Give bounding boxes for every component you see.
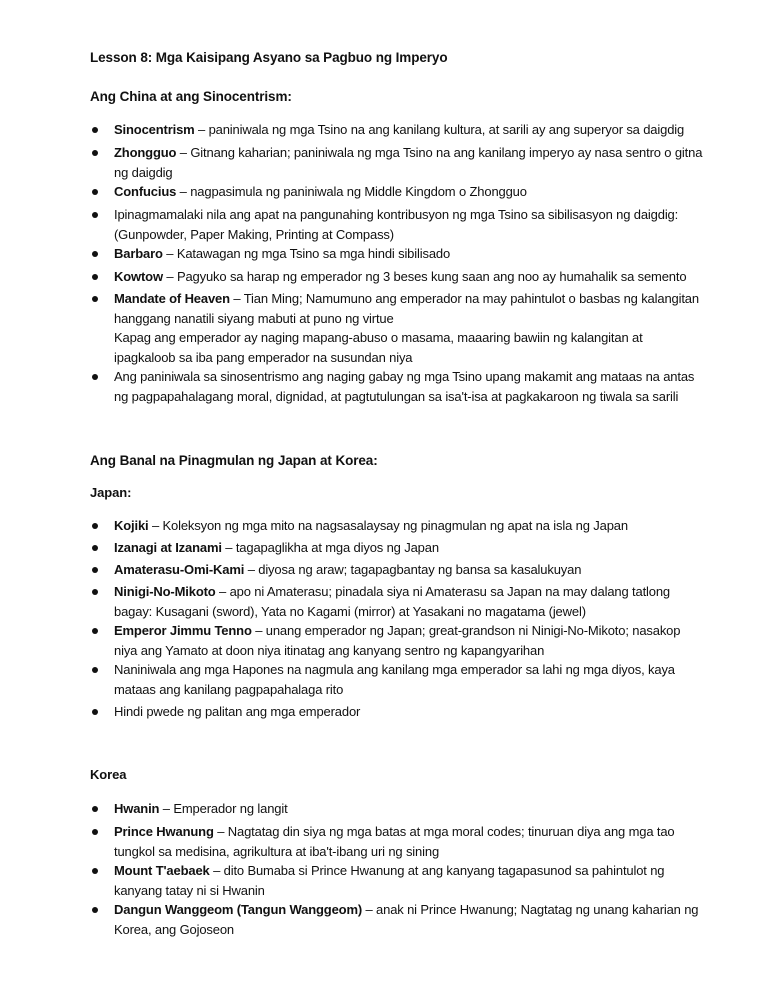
bullet-icon	[92, 589, 98, 595]
list-item-text: Hindi pwede ng palitan ang mga emperador	[114, 704, 361, 719]
list-item-line	[114, 539, 439, 557]
list-item-line	[114, 329, 643, 347]
list-item-line	[114, 561, 581, 579]
bullet-icon	[92, 709, 98, 715]
list-item-line	[114, 121, 684, 139]
bullet-icon	[92, 251, 98, 257]
bullet-icon	[92, 296, 98, 302]
list-item-text: – Tian Ming; Namumuno ang emperador na may pahintulot o basbas ng kalangitan	[229, 291, 699, 306]
list-item-text: Naniniwala ang mga Hapones na nagmula ang kanilang mga emperador sa lahi ng mga diyos, kaya	[114, 662, 675, 677]
list-item-text: ng pagpapahalagang moral, dignidad, at pagtutulungan sa isa't-isa at pagkakaroon ng tiwala sa sarili	[114, 388, 679, 404]
bullet-icon	[92, 189, 98, 195]
list-item-term: Zhongguo	[114, 145, 177, 160]
list-item-line	[114, 603, 586, 621]
list-item-text: Kapag ang emperador ay naging mapang-abuso o masama, maaaring bawiin ng kalangitan at	[114, 330, 643, 345]
list-item-line	[114, 661, 675, 679]
list-item-term: Barbaro	[114, 246, 163, 261]
list-item-text: Korea, ang Gojoseon	[114, 921, 235, 937]
list-item-text: ng daigdig	[114, 164, 173, 180]
list-item-term: Confucius	[114, 184, 177, 199]
bullet-icon	[92, 567, 98, 573]
bullet-icon	[92, 628, 98, 634]
list-item-term: Ninigi-No-Mikoto	[114, 584, 216, 599]
bullet-icon	[92, 868, 98, 874]
list-item-line	[114, 310, 394, 328]
list-item-term: Emperor Jimmu Tenno	[114, 623, 252, 638]
list-item-text: – diyosa ng araw; tagapagbantay ng bansa sa kasalukuyan	[244, 562, 582, 577]
list-item-line	[114, 642, 544, 660]
list-item-text: kanyang tatay ni si Hwanin	[114, 882, 265, 898]
list-item-text: Ang paniniwala sa sinosentrismo ang naging gabay ng mga Tsino upang makamit ang mataas na antas	[114, 369, 695, 384]
list-item-text: – Pagyuko sa harap ng emperador ng 3 beses kung saan ang noo ay humahalik sa semento	[162, 269, 687, 284]
bullet-icon	[92, 806, 98, 812]
list-item-text: bagay: Kusagani (sword), Yata no Kagami (mirror) at Yasakani no magatama (jewel)	[114, 603, 586, 619]
list-item-line	[114, 268, 686, 286]
list-item-text: – paniniwala ng mga Tsino na ang kanilang kultura, at sarili ay ang superyor sa daigdig	[194, 122, 685, 137]
list-item-text: niya ang Yamato at doon niya itinatag ang kanyang sentro ng kapangyarihan	[114, 642, 545, 658]
bullet-icon	[92, 150, 98, 156]
list-item-text: mataas ang kanilang pagpapahalaga rito	[114, 681, 344, 697]
list-item-text: – Nagtatag din siya ng mga batas at mga moral codes; tinuruan diya ang mga tao	[213, 824, 675, 839]
bullet-icon	[92, 829, 98, 835]
japan-korea-heading: Ang Banal na Pinagmulan ng Japan at Korea:	[90, 453, 378, 468]
list-item-line	[114, 862, 664, 880]
bullet-icon	[92, 523, 98, 529]
list-item-term: Izanagi at Izanami	[114, 540, 222, 555]
bullet-icon	[92, 212, 98, 218]
list-item-line	[114, 823, 675, 841]
list-item-line	[114, 800, 288, 818]
bullet-icon	[92, 127, 98, 133]
bullet-icon	[92, 907, 98, 913]
list-item-line	[114, 583, 670, 601]
list-item-text: – nagpasimula ng paniniwala ng Middle Kingdom o Zhongguo	[176, 184, 527, 199]
list-item-line	[114, 349, 412, 367]
list-item-text: ipagkaloob sa iba pang emperador na susundan niya	[114, 349, 413, 365]
list-item-line	[114, 703, 360, 721]
list-item-term: Hwanin	[114, 801, 160, 816]
list-item-term: Prince Hwanung	[114, 824, 214, 839]
list-item-line	[114, 921, 234, 939]
list-item-text: – unang emperador ng Japan; great-grandson ni Ninigi-No-Mikoto; nasakop	[251, 623, 681, 638]
list-item-line	[114, 681, 343, 699]
list-item-line	[114, 517, 628, 535]
list-item-line	[114, 882, 265, 900]
bullet-icon	[92, 374, 98, 380]
list-item-line	[114, 843, 439, 861]
list-item-line	[114, 164, 173, 182]
list-item-line	[114, 245, 450, 263]
list-item-term: Mount T'aebaek	[114, 863, 210, 878]
bullet-icon	[92, 667, 98, 673]
list-item-line	[114, 226, 394, 244]
china-heading: Ang China at ang Sinocentrism:	[90, 89, 292, 104]
bullet-icon	[92, 274, 98, 280]
list-item-term: Kojiki	[114, 518, 149, 533]
list-item-text: – apo ni Amaterasu; pinadala siya ni Amaterasu sa Japan na may dalang tatlong	[215, 584, 671, 599]
list-item-term: Sinocentrism	[114, 122, 195, 137]
list-item-text: – Gitnang kaharian; paniniwala ng mga Tsino na ang kanilang imperyo ay nasa sentro o gitna	[176, 145, 703, 160]
list-item-text: – tagapaglikha at mga diyos ng Japan	[221, 540, 439, 555]
list-item-term: Dangun Wanggeom (Tangun Wanggeom)	[114, 902, 363, 917]
list-item-text: – anak ni Prince Hwanung; Nagtatag ng unang kaharian ng	[362, 902, 699, 917]
list-item-term: Mandate of Heaven	[114, 291, 230, 306]
list-item-text: hanggang nanatili siyang mabuti at puno ng virtue	[114, 310, 394, 326]
lesson-title: Lesson 8: Mga Kaisipang Asyano sa Pagbuo ng Imperyo	[90, 50, 448, 65]
japan-heading: Japan:	[90, 485, 132, 500]
list-item-line	[114, 368, 694, 386]
list-item-text: – Koleksyon ng mga mito na nagsasalaysay ng pinagmulan ng apat na isla ng Japan	[148, 518, 628, 533]
list-item-text: tungkol sa medisina, agrikultura at iba't-ibang uri ng sining	[114, 843, 440, 859]
list-item-term: Kowtow	[114, 269, 163, 284]
list-item-line	[114, 206, 678, 224]
list-item-line	[114, 622, 680, 640]
list-item-text: (Gunpowder, Paper Making, Printing at Compass)	[114, 226, 394, 242]
list-item-line	[114, 183, 527, 201]
list-item-term: Amaterasu-Omi-Kami	[114, 562, 245, 577]
korea-heading: Korea	[90, 767, 127, 782]
list-item-line	[114, 901, 698, 919]
list-item-text: Ipinagmamalaki nila ang apat na pangunahing kontribusyon ng mga Tsino sa sibilisasyon ng daigdig:	[114, 207, 679, 222]
list-item-text: – Katawagan ng mga Tsino sa mga hindi sibilisado	[162, 246, 451, 261]
list-item-line	[114, 144, 702, 162]
list-item-line	[114, 388, 678, 406]
list-item-text: – Emperador ng langit	[159, 801, 288, 816]
bullet-icon	[92, 545, 98, 551]
list-item-text: – dito Bumaba si Prince Hwanung at ang kanyang tagapasunod sa pahintulot ng	[209, 863, 665, 878]
list-item-line	[114, 290, 699, 308]
